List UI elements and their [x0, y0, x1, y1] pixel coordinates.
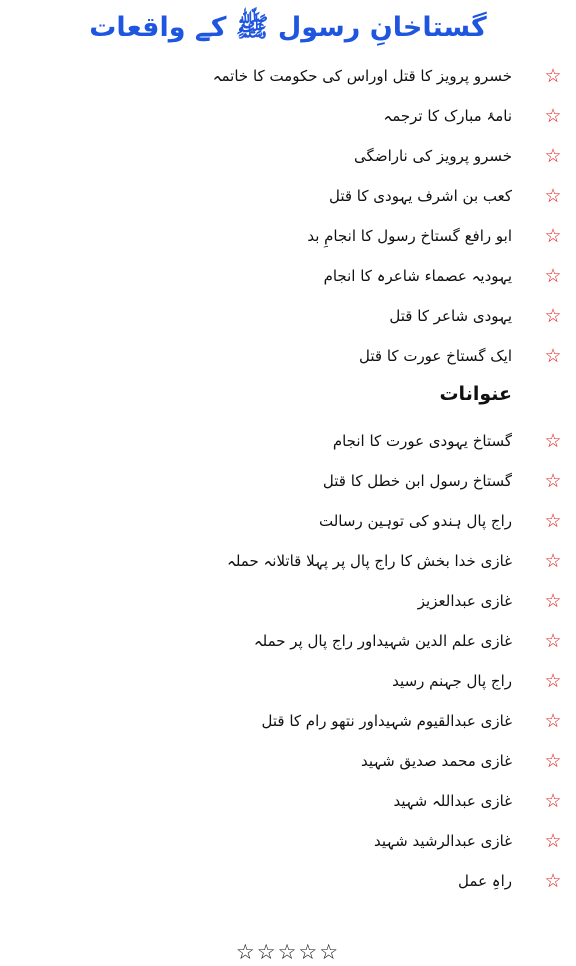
- list-item: [0, 56, 576, 96]
- star-icon: ☆: [544, 869, 562, 892]
- footer-stars: ☆☆☆☆☆: [235, 940, 341, 964]
- list-item-link[interactable]: کعب بن اشرف یہودی کا قتل: [328, 187, 512, 205]
- contents-list-1: [0, 56, 576, 376]
- star-icon: ☆: [544, 429, 562, 452]
- list-item-link[interactable]: یہودی شاعر کا قتل: [389, 307, 512, 325]
- star-icon: ☆: [544, 509, 562, 532]
- list-item-link[interactable]: خسرو پرویز کا قتل اوراس کی حکومت کا خاتمہ: [212, 67, 512, 85]
- list-item: [0, 256, 576, 296]
- list-item-link[interactable]: غازی عبدالرشید شہید: [373, 832, 512, 850]
- list-item: [0, 176, 576, 216]
- star-icon: ☆: [544, 104, 562, 127]
- star-icon: ☆: [544, 829, 562, 852]
- star-icon: ☆: [544, 264, 562, 287]
- list-item-link[interactable]: راہِ عمل: [458, 872, 512, 890]
- star-icon: ☆: [544, 344, 562, 367]
- list-item-link[interactable]: نامۂ مبارک کا ترجمہ: [383, 107, 512, 125]
- list-item-link[interactable]: غازی عبداللہ شہید: [393, 792, 512, 810]
- list-item-link[interactable]: گستاخ رسول ابن خطل کا قتل: [322, 472, 512, 490]
- list-item-link[interactable]: راج پال ہندو کی توہین رسالت: [319, 512, 512, 530]
- list-item-link[interactable]: راج پال جہنم رسید: [392, 672, 512, 690]
- list-item: [0, 701, 576, 741]
- list-item: [0, 541, 576, 581]
- list-item: [0, 661, 576, 701]
- star-icon: ☆: [544, 629, 562, 652]
- list-item: [0, 296, 576, 336]
- list-item-link[interactable]: ابو رافع گستاخ رسول کا انجامِ بد: [307, 227, 512, 245]
- list-item-link[interactable]: ایک گستاخ عورت کا قتل: [359, 347, 512, 365]
- list-item-link[interactable]: غازی علم الدین شہیداور راج پال پر حملہ: [253, 632, 512, 650]
- list-item: [0, 821, 576, 861]
- star-icon: ☆: [544, 549, 562, 572]
- list-item: [0, 461, 576, 501]
- list-item-link[interactable]: یہودیہ عصماء شاعرہ کا انجام: [323, 267, 512, 285]
- section-heading: عنوانات: [439, 383, 512, 405]
- contents-list-2: [0, 421, 576, 901]
- list-item: [0, 421, 576, 461]
- star-icon: ☆: [544, 749, 562, 772]
- list-item: [0, 621, 576, 661]
- star-icon: ☆: [544, 184, 562, 207]
- star-icon: ☆: [544, 589, 562, 612]
- list-item: [0, 96, 576, 136]
- list-item-link[interactable]: غازی محمد صدیق شہید: [360, 752, 512, 770]
- page-title: گستاخانِ رسول ﷺ کے واقعات: [89, 12, 487, 43]
- star-icon: ☆: [544, 789, 562, 812]
- list-item: [0, 501, 576, 541]
- star-icon: ☆: [544, 144, 562, 167]
- list-item-link[interactable]: خسرو پرویز کی ناراضگی: [354, 147, 512, 165]
- list-item: [0, 216, 576, 256]
- star-icon: ☆: [544, 469, 562, 492]
- list-item: [0, 336, 576, 376]
- list-item-link[interactable]: گستاخ یہودی عورت کا انجام: [332, 432, 512, 450]
- list-item: [0, 581, 576, 621]
- star-icon: ☆: [544, 224, 562, 247]
- list-item: [0, 136, 576, 176]
- star-icon: ☆: [544, 64, 562, 87]
- star-icon: ☆: [544, 669, 562, 692]
- list-item: [0, 741, 576, 781]
- list-item-link[interactable]: غازی خدا بخش کا راج پال پر پہلا قاتلانہ حملہ: [227, 552, 512, 570]
- star-icon: ☆: [544, 304, 562, 327]
- list-item-link[interactable]: غازی عبدالعزیز: [417, 592, 512, 610]
- star-icon: ☆: [544, 709, 562, 732]
- list-item: [0, 861, 576, 901]
- list-item: [0, 781, 576, 821]
- list-item-link[interactable]: غازی عبدالقیوم شہیداور نتھو رام کا قتل: [261, 712, 512, 730]
